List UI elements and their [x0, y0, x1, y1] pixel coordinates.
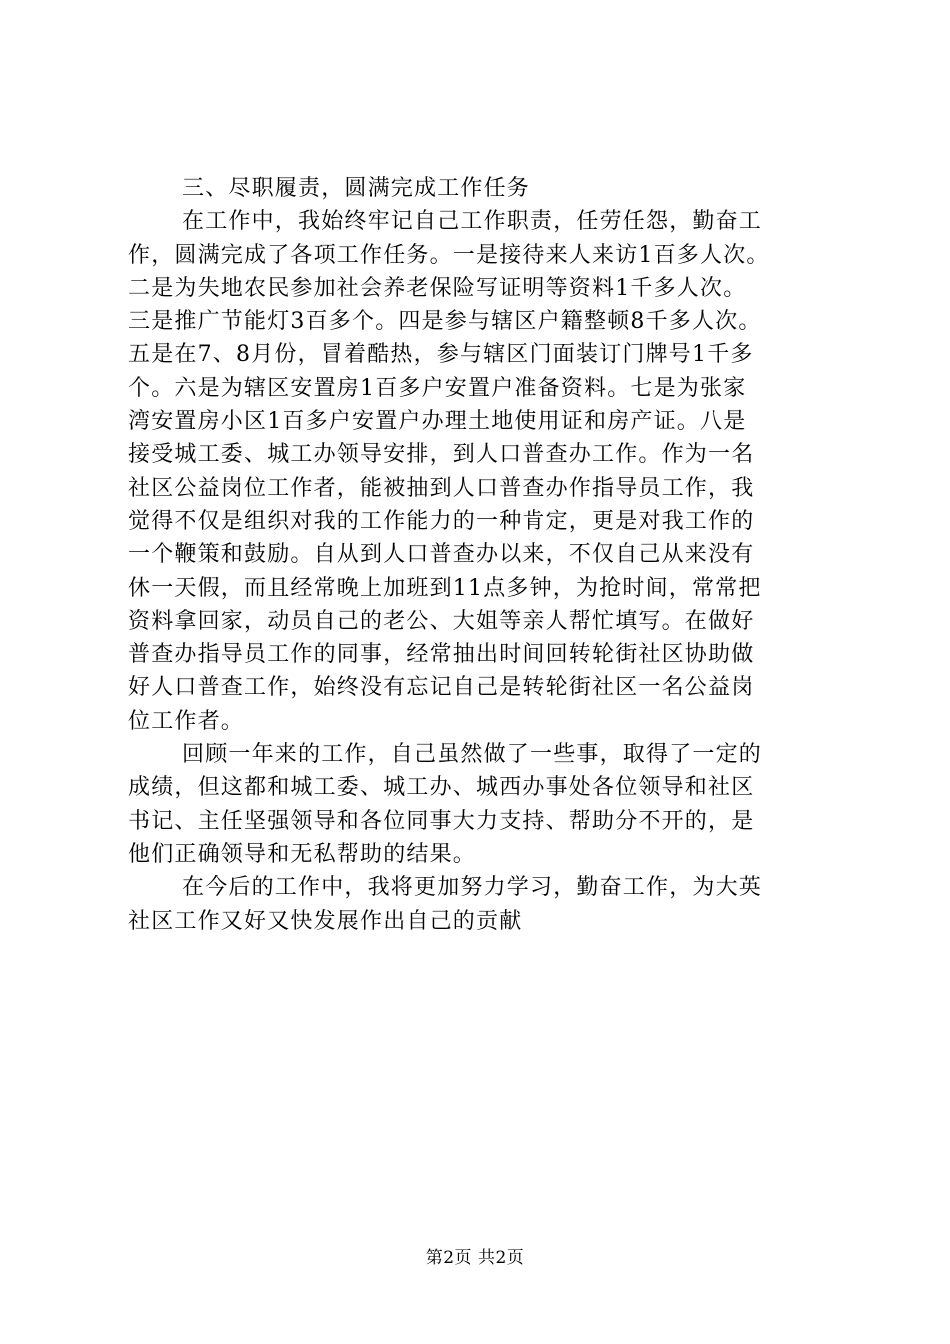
paragraph-line: 觉得不仅是组织对我的工作能力的一种肯定，更是对我工作的	[128, 508, 755, 534]
paragraph-line: 二是为失地农民参加社会养老保险写证明等资料1千多人次。	[128, 275, 747, 301]
paragraph-1	[128, 205, 838, 738]
paragraph-line: 个。六是为辖区安置房1百多户安置户准备资料。七是为张家	[128, 375, 747, 401]
paragraph-line: 休一天假，而且经常晚上加班到11点多钟，为抢时间，常常把	[128, 575, 762, 601]
paragraph-line: 他们正确领导和无私帮助的结果。	[128, 841, 477, 867]
section-heading: 三、尽职履责，圆满完成工作任务	[182, 176, 531, 201]
paragraph-2	[128, 738, 838, 871]
paragraph-line: 好人口普查工作，始终没有忘记自己是转轮街社区一名公益岗	[128, 675, 755, 701]
paragraph-line: 在工作中，我始终牢记自己工作职责，任劳任怨，勤奋工	[182, 209, 763, 235]
paragraph-line: 社区公益岗位工作者，能被抽到人口普查办作指导员工作，我	[128, 475, 755, 501]
paragraph-line: 一个鞭策和鼓励。自从到人口普查办以来，不仅自己从来没有	[128, 542, 755, 568]
paragraph-line: 接受城工委、城工办领导安排，到人口普查办工作。作为一名	[128, 442, 755, 468]
page-footer: 第2页 共2页	[425, 1248, 525, 1268]
paragraph-line: 成绩，但这都和城工委、城工办、城西办事处各位领导和社区	[128, 775, 755, 801]
paragraph-line: 回顾一年来的工作，自己虽然做了一些事，取得了一定的	[182, 742, 763, 768]
paragraph-line: 书记、主任坚强领导和各位同事大力支持、帮助分不开的，是	[128, 808, 755, 834]
paragraph-line: 三是推广节能灯3百多个。四是参与辖区户籍整顿8千多人次。	[128, 309, 762, 335]
paragraph-line: 位工作者。	[128, 708, 245, 734]
paragraph-line: 五是在7、8月份，冒着酷热，参与辖区门面装订门牌号1千多	[128, 342, 754, 368]
paragraph-line: 普查办指导员工作的同事，经常抽出时间回转轮街社区协助做	[128, 642, 755, 668]
paragraph-line: 湾安置房小区1百多户安置户办理土地使用证和房产证。八是	[128, 409, 747, 435]
paragraph-line: 资料拿回家，动员自己的老公、大姐等亲人帮忙填写。在做好	[128, 608, 755, 634]
paragraph-line: 作，圆满完成了各项工作任务。一是接待来人来访1百多人次。	[128, 242, 770, 268]
paragraph-3	[128, 871, 838, 938]
paragraph-line: 社区工作又好又快发展作出自己的贡献	[128, 908, 523, 934]
paragraph-line: 在今后的工作中，我将更加努力学习，勤奋工作，为大英	[182, 875, 763, 901]
document-body	[128, 172, 838, 938]
